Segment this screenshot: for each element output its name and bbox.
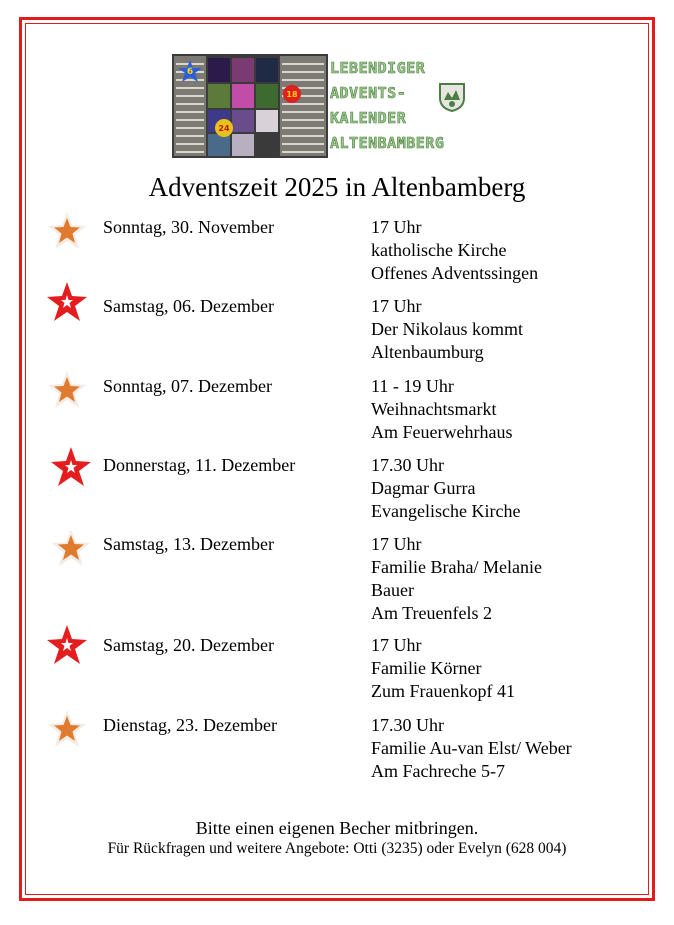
orange-star-icon <box>46 210 88 252</box>
event-details <box>371 216 611 285</box>
event-host: Familie Au-van Elst/ Weber <box>371 738 572 758</box>
orange-star-icon <box>46 369 88 411</box>
event-details <box>371 295 611 364</box>
event-location: Zum Frauenkopf 41 <box>371 681 515 701</box>
event-details <box>371 375 611 444</box>
event-date: Samstag, 20. Dezember <box>103 635 274 655</box>
event-date: Dienstag, 23. Dezember <box>103 715 277 735</box>
event-host: Der Nikolaus kommt <box>371 319 523 339</box>
event-location: Evangelische Kirche <box>371 501 521 521</box>
badge-6: 6 <box>186 67 194 77</box>
event-time: 11 - 19 Uhr <box>371 376 454 396</box>
badge-24: 24 <box>218 124 230 133</box>
logo-line: LEBENDIGER <box>330 59 426 77</box>
event-host: Familie Körner <box>371 658 482 678</box>
event-host: Familie Braha/ Melanie Bauer <box>371 557 542 600</box>
event-time: 17 Uhr <box>371 635 422 655</box>
event-host: katholische Kirche <box>371 240 507 260</box>
orange-star-icon <box>46 708 88 750</box>
event-time: 17 Uhr <box>371 534 422 554</box>
logo-line: KALENDER <box>330 109 407 127</box>
page-title: Adventszeit 2025 in Altenbamberg <box>148 172 526 202</box>
event-details <box>371 454 611 523</box>
event-location: Offenes Adventssingen <box>371 263 539 283</box>
event-location: Am Treuenfels 2 <box>371 603 492 623</box>
red-star-icon <box>46 281 88 323</box>
calendar-doors-icon <box>172 52 328 160</box>
event-location: Altenbaumburg <box>371 342 484 362</box>
town-crest-icon <box>438 82 466 112</box>
event-date: Samstag, 13. Dezember <box>103 534 274 554</box>
event-date: Sonntag, 30. November <box>103 217 274 237</box>
advent-calendar-logo <box>172 52 472 162</box>
event-host: Weihnachtsmarkt <box>371 399 497 419</box>
badge-18: 18 <box>286 90 298 99</box>
event-date: Sonntag, 07. Dezember <box>103 376 272 396</box>
logo-line: ALTENBAMBERG <box>330 134 445 152</box>
event-details <box>371 714 611 783</box>
event-time: 17.30 Uhr <box>371 455 444 475</box>
logo-line: ADVENTS- <box>330 84 407 102</box>
event-time: 17.30 Uhr <box>371 715 444 735</box>
logo-text <box>330 56 444 156</box>
event-details <box>371 533 571 625</box>
footer-contact: Für Rückfragen und weitere Angebote: Otti (3235) oder Evelyn (628 004) <box>107 840 567 857</box>
event-location: Am Feuerwehrhaus <box>371 422 513 442</box>
event-date: Donnerstag, 11. Dezember <box>103 455 296 475</box>
footer-note: Bitte einen eigenen Becher mitbringen. <box>195 818 479 838</box>
event-time: 17 Uhr <box>371 217 422 237</box>
event-host: Dagmar Gurra <box>371 478 476 498</box>
red-star-icon <box>46 624 88 666</box>
event-location: Am Fachreche 5-7 <box>371 761 505 781</box>
event-details <box>371 634 611 703</box>
orange-star-icon <box>50 527 92 569</box>
event-time: 17 Uhr <box>371 296 422 316</box>
red-star-icon <box>50 446 92 488</box>
event-date: Samstag, 06. Dezember <box>103 296 274 316</box>
